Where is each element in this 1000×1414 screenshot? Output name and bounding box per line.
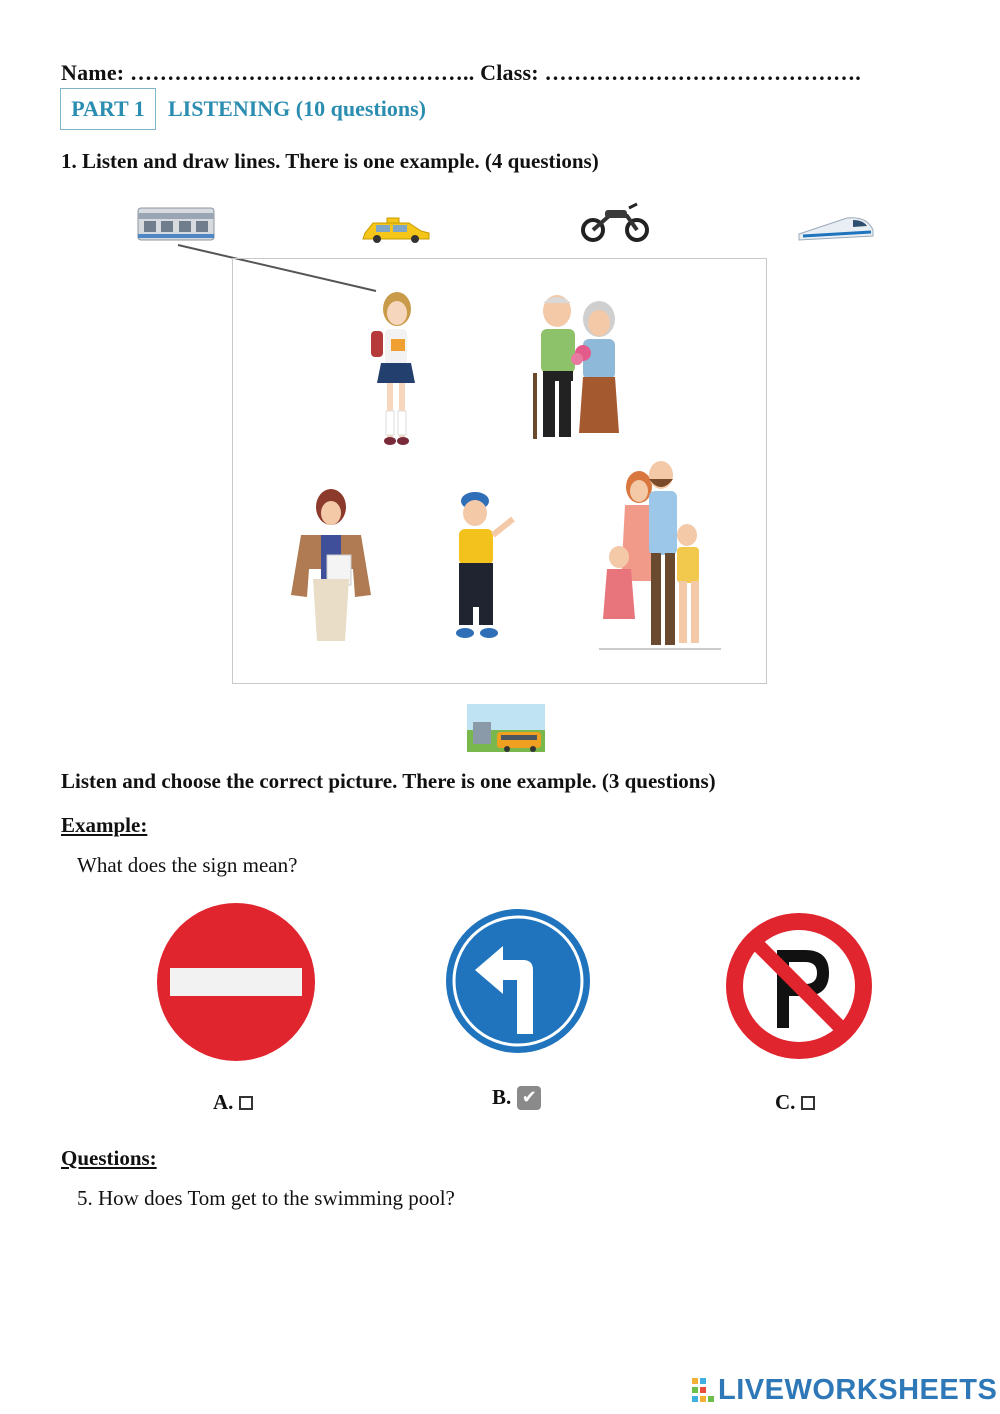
example-label: Example: [61,813,148,837]
option-a[interactable] [213,1090,253,1115]
bus-stop-icon [467,704,545,752]
option-c-checkbox[interactable] [801,1096,815,1110]
option-c-label: C. [775,1090,796,1114]
girl-with-backpack-icon [363,287,423,453]
woman-teacher-icon [283,485,379,645]
motorbike-icon [579,200,651,242]
option-b-label: B. [492,1085,512,1109]
no-entry-sign-icon [156,902,316,1062]
no-parking-sign-icon [725,912,873,1060]
subway-train-icon [137,205,215,243]
part-title: LISTENING (10 questions) [168,96,426,121]
taxi-icon [359,215,433,243]
grandparents-icon [525,293,625,445]
people-picture-frame [232,258,767,684]
liveworksheets-logo [692,1374,997,1407]
name-class-line: Name: ……………………………………….. Class: ……………………………………. [61,60,861,85]
section1-instruction: 1. Listen and draw lines. There is one example. (4 questions) [61,149,599,173]
question-5: 5. How does Tom get to the swimming pool? [77,1186,455,1210]
liveworksheets-logo-icon [692,1378,714,1404]
option-b[interactable] [492,1085,541,1110]
turn-left-sign-icon [441,904,595,1058]
option-c[interactable] [775,1090,815,1115]
option-a-label: A. [213,1090,234,1114]
option-b-checkbox-checked[interactable]: ✔ [517,1086,541,1110]
liveworksheets-logo-text: LIVEWORKSHEETS [718,1374,998,1406]
boy-with-cap-icon [439,483,529,649]
example-question: What does the sign mean? [77,853,298,877]
questions-label: Questions: [61,1146,157,1170]
part-label: PART 1 [60,88,156,130]
option-a-checkbox[interactable] [239,1096,253,1110]
high-speed-train-icon [797,210,875,244]
section2-instruction: Listen and choose the correct picture. There is one example. (3 questions) [61,769,716,793]
family-icon [595,461,725,653]
